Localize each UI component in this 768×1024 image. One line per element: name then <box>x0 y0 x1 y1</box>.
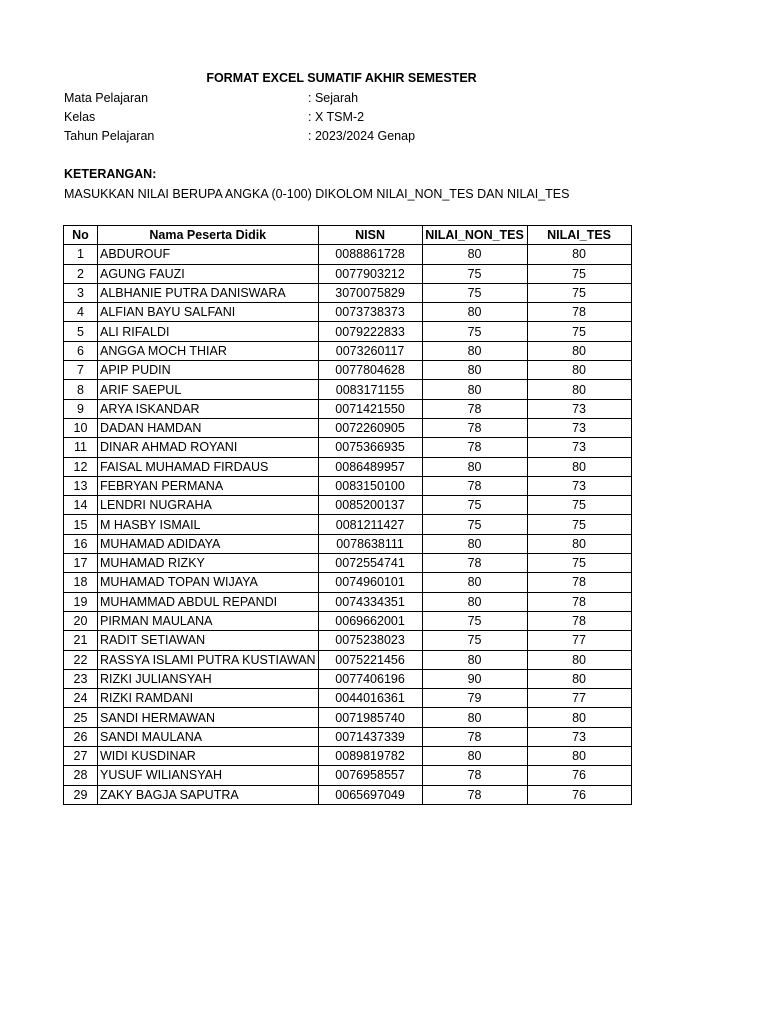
cell-nisn[interactable]: 0089819782 <box>318 747 422 766</box>
table-row <box>64 418 632 437</box>
cell-no[interactable]: 2 <box>64 264 98 283</box>
cell-nilai-tes[interactable]: 73 <box>527 438 631 457</box>
cell-nilai-non-tes[interactable]: 90 <box>422 669 527 688</box>
cell-nama[interactable]: YUSUF WILIANSYAH <box>98 766 319 785</box>
cell-nama[interactable]: ALBHANIE PUTRA DANISWARA <box>98 283 319 302</box>
meta-row-tahun-pelajaran <box>64 129 564 148</box>
cell-nilai-non-tes[interactable]: 75 <box>422 264 527 283</box>
cell-nisn[interactable]: 0073738373 <box>318 303 422 322</box>
table-row <box>64 283 632 302</box>
table-row <box>64 361 632 380</box>
table-row <box>64 708 632 727</box>
meta-value: : X TSM-2 <box>308 110 365 124</box>
cell-nama[interactable]: ALFIAN BAYU SALFANI <box>98 303 319 322</box>
table-row <box>64 399 632 418</box>
table-row <box>64 611 632 630</box>
cell-nama[interactable]: MUHAMAD RIZKY <box>98 554 319 573</box>
document-title: FORMAT EXCEL SUMATIF AKHIR SEMESTER <box>206 71 477 85</box>
table-row <box>64 747 632 766</box>
cell-nisn[interactable]: 0072554741 <box>318 554 422 573</box>
cell-no[interactable]: 3 <box>64 283 98 302</box>
cell-no[interactable]: 5 <box>64 322 98 341</box>
cell-nilai-tes[interactable]: 78 <box>527 303 631 322</box>
cell-nilai-non-tes[interactable]: 75 <box>422 631 527 650</box>
cell-nilai-tes[interactable]: 80 <box>527 245 631 264</box>
cell-nilai-tes[interactable]: 78 <box>527 573 631 592</box>
cell-nilai-tes[interactable]: 75 <box>527 322 631 341</box>
cell-nama[interactable]: ALI RIFALDI <box>98 322 319 341</box>
cell-nilai-non-tes[interactable]: 79 <box>422 689 527 708</box>
cell-no[interactable]: 6 <box>64 341 98 360</box>
table-row <box>64 669 632 688</box>
cell-nisn[interactable]: 0074960101 <box>318 573 422 592</box>
cell-no[interactable]: 28 <box>64 766 98 785</box>
table-row <box>64 534 632 553</box>
header-nisn: NISN <box>318 226 422 245</box>
cell-nama[interactable]: AGUNG FAUZI <box>98 264 319 283</box>
cell-no[interactable]: 15 <box>64 515 98 534</box>
cell-no[interactable]: 20 <box>64 611 98 630</box>
cell-nisn[interactable]: 0083171155 <box>318 380 422 399</box>
table-row <box>64 727 632 746</box>
table-row <box>64 476 632 495</box>
cell-nilai-non-tes[interactable]: 80 <box>422 361 527 380</box>
cell-nisn[interactable]: 0075221456 <box>318 650 422 669</box>
keterangan-text: MASUKKAN NILAI BERUPA ANGKA (0-100) DIKOLOM NILAI_NON_TES DAN NILAI_TES <box>64 187 570 201</box>
cell-nilai-non-tes[interactable]: 78 <box>422 554 527 573</box>
table-row <box>64 785 632 804</box>
cell-nama[interactable]: DINAR AHMAD ROYANI <box>98 438 319 457</box>
cell-nisn[interactable]: 0073260117 <box>318 341 422 360</box>
cell-no[interactable]: 24 <box>64 689 98 708</box>
cell-no[interactable]: 1 <box>64 245 98 264</box>
cell-no[interactable]: 17 <box>64 554 98 573</box>
cell-nilai-tes[interactable]: 73 <box>527 727 631 746</box>
table-row <box>64 341 632 360</box>
cell-nilai-non-tes[interactable]: 80 <box>422 650 527 669</box>
cell-nisn[interactable]: 0065697049 <box>318 785 422 804</box>
cell-no[interactable]: 27 <box>64 747 98 766</box>
cell-nilai-non-tes[interactable]: 80 <box>422 380 527 399</box>
cell-nisn[interactable]: 0086489957 <box>318 457 422 476</box>
cell-nilai-tes[interactable]: 80 <box>527 534 631 553</box>
cell-nilai-non-tes[interactable]: 78 <box>422 766 527 785</box>
cell-nilai-non-tes[interactable]: 75 <box>422 283 527 302</box>
cell-nisn[interactable]: 0074334351 <box>318 592 422 611</box>
cell-nilai-tes[interactable]: 75 <box>527 283 631 302</box>
cell-nilai-non-tes[interactable]: 75 <box>422 322 527 341</box>
cell-nama[interactable]: MUHAMAD ADIDAYA <box>98 534 319 553</box>
cell-nilai-non-tes[interactable]: 80 <box>422 534 527 553</box>
cell-nilai-non-tes[interactable]: 75 <box>422 496 527 515</box>
cell-no[interactable]: 4 <box>64 303 98 322</box>
cell-nisn[interactable]: 0085200137 <box>318 496 422 515</box>
cell-nisn[interactable]: 0069662001 <box>318 611 422 630</box>
cell-nama[interactable]: RIZKI RAMDANI <box>98 689 319 708</box>
cell-nilai-tes[interactable]: 76 <box>527 785 631 804</box>
meta-label: Tahun Pelajaran <box>64 129 155 143</box>
cell-nilai-tes[interactable]: 75 <box>527 554 631 573</box>
cell-nilai-non-tes[interactable]: 75 <box>422 515 527 534</box>
cell-nisn[interactable]: 0075238023 <box>318 631 422 650</box>
header-no: No <box>64 226 98 245</box>
cell-nisn[interactable]: 0077903212 <box>318 264 422 283</box>
cell-nisn[interactable]: 0044016361 <box>318 689 422 708</box>
cell-nisn[interactable]: 0071985740 <box>318 708 422 727</box>
cell-nama[interactable]: MUHAMMAD ABDUL REPANDI <box>98 592 319 611</box>
table-row <box>64 245 632 264</box>
cell-nilai-non-tes[interactable]: 80 <box>422 747 527 766</box>
cell-nilai-tes[interactable]: 73 <box>527 476 631 495</box>
cell-nilai-tes[interactable]: 76 <box>527 766 631 785</box>
cell-no[interactable]: 8 <box>64 380 98 399</box>
meta-value: : 2023/2024 Genap <box>308 129 416 143</box>
cell-nilai-non-tes[interactable]: 78 <box>422 399 527 418</box>
table-row <box>64 496 632 515</box>
cell-nilai-non-tes[interactable]: 78 <box>422 438 527 457</box>
cell-nilai-tes[interactable]: 73 <box>527 418 631 437</box>
cell-nilai-non-tes[interactable]: 80 <box>422 303 527 322</box>
cell-no[interactable]: 19 <box>64 592 98 611</box>
cell-no[interactable]: 9 <box>64 399 98 418</box>
cell-no[interactable]: 25 <box>64 708 98 727</box>
cell-nama[interactable]: RIZKI JULIANSYAH <box>98 669 319 688</box>
table-row <box>64 457 632 476</box>
cell-nilai-tes[interactable]: 80 <box>527 457 631 476</box>
cell-nama[interactable]: DADAN HAMDAN <box>98 418 319 437</box>
cell-no[interactable]: 29 <box>64 785 98 804</box>
cell-nisn[interactable]: 0077406196 <box>318 669 422 688</box>
meta-row-mata-pelajaran <box>64 91 564 110</box>
cell-nilai-tes[interactable]: 80 <box>527 747 631 766</box>
cell-nilai-tes[interactable]: 80 <box>527 380 631 399</box>
table-row <box>64 650 632 669</box>
cell-nilai-tes[interactable]: 78 <box>527 592 631 611</box>
cell-nama[interactable]: ANGGA MOCH THIAR <box>98 341 319 360</box>
header-nama: Nama Peserta Didik <box>98 226 319 245</box>
cell-nama[interactable]: FEBRYAN PERMANA <box>98 476 319 495</box>
cell-no[interactable]: 26 <box>64 727 98 746</box>
meta-label: Mata Pelajaran <box>64 91 149 105</box>
cell-nisn[interactable]: 0072260905 <box>318 418 422 437</box>
cell-nilai-tes[interactable]: 75 <box>527 496 631 515</box>
cell-no[interactable]: 10 <box>64 418 98 437</box>
cell-nama[interactable]: M HASBY ISMAIL <box>98 515 319 534</box>
cell-no[interactable]: 16 <box>64 534 98 553</box>
cell-no[interactable]: 12 <box>64 457 98 476</box>
cell-nilai-tes[interactable]: 80 <box>527 361 631 380</box>
cell-no[interactable]: 7 <box>64 361 98 380</box>
table-row <box>64 322 632 341</box>
cell-no[interactable]: 23 <box>64 669 98 688</box>
cell-nilai-non-tes[interactable]: 78 <box>422 476 527 495</box>
table-row <box>64 573 632 592</box>
cell-nilai-non-tes[interactable]: 80 <box>422 245 527 264</box>
cell-no[interactable]: 22 <box>64 650 98 669</box>
cell-nilai-tes[interactable]: 77 <box>527 689 631 708</box>
cell-nilai-non-tes[interactable]: 80 <box>422 341 527 360</box>
cell-no[interactable]: 13 <box>64 476 98 495</box>
cell-nilai-tes[interactable]: 80 <box>527 669 631 688</box>
cell-no[interactable]: 18 <box>64 573 98 592</box>
cell-nama[interactable]: SANDI MAULANA <box>98 727 319 746</box>
cell-nilai-tes[interactable]: 78 <box>527 611 631 630</box>
cell-nisn[interactable]: 0088861728 <box>318 245 422 264</box>
cell-nilai-non-tes[interactable]: 80 <box>422 592 527 611</box>
header-nilai-tes: NILAI_TES <box>527 226 631 245</box>
cell-nilai-tes[interactable]: 77 <box>527 631 631 650</box>
cell-nisn[interactable]: 0075366935 <box>318 438 422 457</box>
cell-no[interactable]: 21 <box>64 631 98 650</box>
cell-nisn[interactable]: 0079222833 <box>318 322 422 341</box>
cell-nama[interactable]: ABDUROUF <box>98 245 319 264</box>
cell-nama[interactable]: ZAKY BAGJA SAPUTRA <box>98 785 319 804</box>
meta-value: : Sejarah <box>308 91 359 105</box>
cell-nisn[interactable]: 0078638111 <box>318 534 422 553</box>
cell-nama[interactable]: ARIF SAEPUL <box>98 380 319 399</box>
cell-nilai-non-tes[interactable]: 78 <box>422 418 527 437</box>
cell-nilai-non-tes[interactable]: 78 <box>422 785 527 804</box>
cell-nisn[interactable]: 0077804628 <box>318 361 422 380</box>
table-row <box>64 515 632 534</box>
table-row <box>64 264 632 283</box>
table-row <box>64 689 632 708</box>
cell-nama[interactable]: APIP PUDIN <box>98 361 319 380</box>
cell-nama[interactable]: RASSYA ISLAMI PUTRA KUSTIAWAN <box>98 650 319 669</box>
meta-row-kelas <box>64 110 564 129</box>
cell-nama[interactable]: SANDI HERMAWAN <box>98 708 319 727</box>
cell-nama[interactable]: RADIT SETIAWAN <box>98 631 319 650</box>
cell-nisn[interactable]: 0083150100 <box>318 476 422 495</box>
cell-no[interactable]: 14 <box>64 496 98 515</box>
cell-nilai-non-tes[interactable]: 80 <box>422 457 527 476</box>
cell-nama[interactable]: FAISAL MUHAMAD FIRDAUS <box>98 457 319 476</box>
cell-nilai-tes[interactable]: 80 <box>527 708 631 727</box>
table-body <box>64 245 632 805</box>
table-row <box>64 554 632 573</box>
cell-nama[interactable]: PIRMAN MAULANA <box>98 611 319 630</box>
table-row <box>64 303 632 322</box>
header-nilai-non-tes: NILAI_NON_TES <box>422 226 527 245</box>
cell-nisn[interactable]: 0076958557 <box>318 766 422 785</box>
table-row <box>64 380 632 399</box>
table-header-row <box>64 226 632 245</box>
student-grades-table <box>63 225 632 805</box>
cell-no[interactable]: 11 <box>64 438 98 457</box>
cell-nilai-non-tes[interactable]: 75 <box>422 611 527 630</box>
cell-nilai-non-tes[interactable]: 80 <box>422 708 527 727</box>
cell-nilai-non-tes[interactable]: 78 <box>422 727 527 746</box>
cell-nilai-non-tes[interactable]: 80 <box>422 573 527 592</box>
cell-nisn[interactable]: 0071421550 <box>318 399 422 418</box>
cell-nilai-tes[interactable]: 75 <box>527 515 631 534</box>
table-row <box>64 631 632 650</box>
cell-nisn[interactable]: 3070075829 <box>318 283 422 302</box>
meta-label: Kelas <box>64 110 96 124</box>
table-row <box>64 592 632 611</box>
cell-nilai-tes[interactable]: 80 <box>527 650 631 669</box>
table-row <box>64 766 632 785</box>
cell-nilai-tes[interactable]: 73 <box>527 399 631 418</box>
cell-nisn[interactable]: 0081211427 <box>318 515 422 534</box>
table-row <box>64 438 632 457</box>
cell-nilai-tes[interactable]: 75 <box>527 264 631 283</box>
cell-nama[interactable]: LENDRI NUGRAHA <box>98 496 319 515</box>
cell-nama[interactable]: WIDI KUSDINAR <box>98 747 319 766</box>
cell-nama[interactable]: MUHAMAD TOPAN WIJAYA <box>98 573 319 592</box>
cell-nilai-tes[interactable]: 80 <box>527 341 631 360</box>
keterangan-heading: KETERANGAN: <box>64 167 157 181</box>
cell-nisn[interactable]: 0071437339 <box>318 727 422 746</box>
cell-nama[interactable]: ARYA ISKANDAR <box>98 399 319 418</box>
